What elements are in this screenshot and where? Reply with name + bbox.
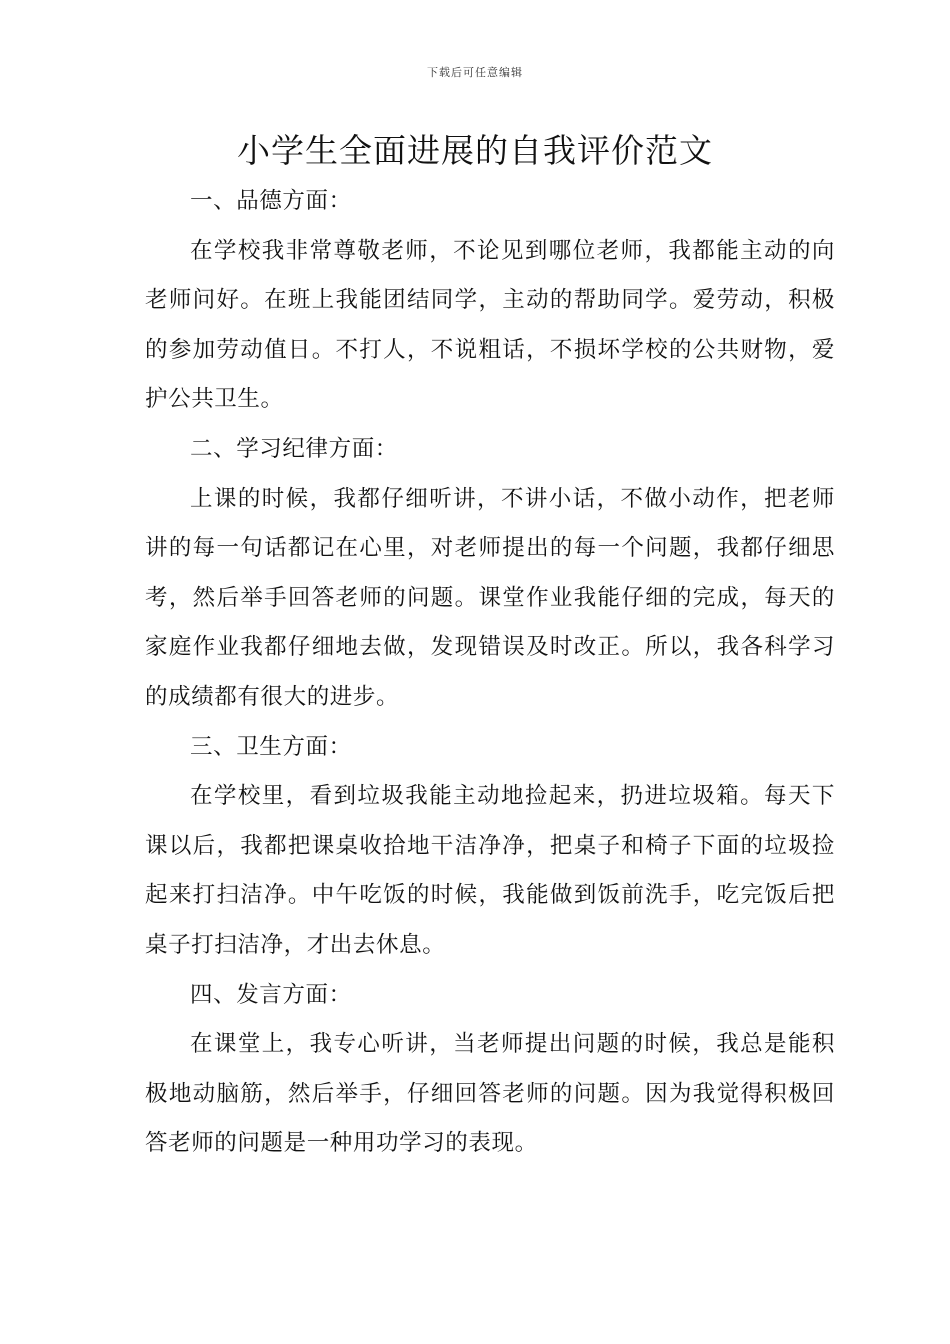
document-body [145, 177, 835, 1169]
section-heading-speaking: 四、发言方面： [190, 981, 352, 1008]
document-title: 小学生全面进展的自我评价范文 [237, 131, 713, 170]
section-heading-character: 一、品德方面： [190, 188, 352, 214]
section-heading-study-discipline: 二、学习纪律方面： [190, 435, 398, 462]
section-body-study-discipline: 上课的时候，我都仔细听讲，不讲小话，不做小动作，把老师讲的每一句话都记在心里，对老师提出的每一个问题，我都仔细思考，然后举手回答老师的问题。课堂作业我能仔细的完成，每天的家庭作业我都仔细地去做，发现错误及时改正。所以，我各科学习的成绩都有很大的进步。 [145, 485, 835, 710]
section-body-hygiene: 在学校里，看到垃圾我能主动地捡起来，扔进垃圾箱。每天下课以后，我都把课桌收拾地干洁净净，把桌子和椅子下面的垃圾捡起来打扫洁净。中午吃饭的时候，我能做到饭前洗手，吃完饭后把桌子打扫洁净，才出去休息。 [145, 783, 835, 958]
section-body-speaking: 在课堂上，我专心听讲，当老师提出问题的时候，我总是能积极地动脑筋，然后举手，仔细回答老师的问题。因为我觉得积极回答老师的问题是一种用功学习的表现。 [145, 1031, 835, 1157]
section-body-character: 在学校我非常尊敬老师，不论见到哪位老师，我都能主动的向老师问好。在班上我能团结同学，主动的帮助同学。爱劳动，积极的参加劳动值日。不打人，不说粗话，不损坏学校的公共财物，爱护公共卫生。 [145, 237, 835, 413]
header-note: 下载后可任意编辑 [427, 66, 523, 79]
section-heading-hygiene: 三、卫生方面： [190, 733, 352, 760]
